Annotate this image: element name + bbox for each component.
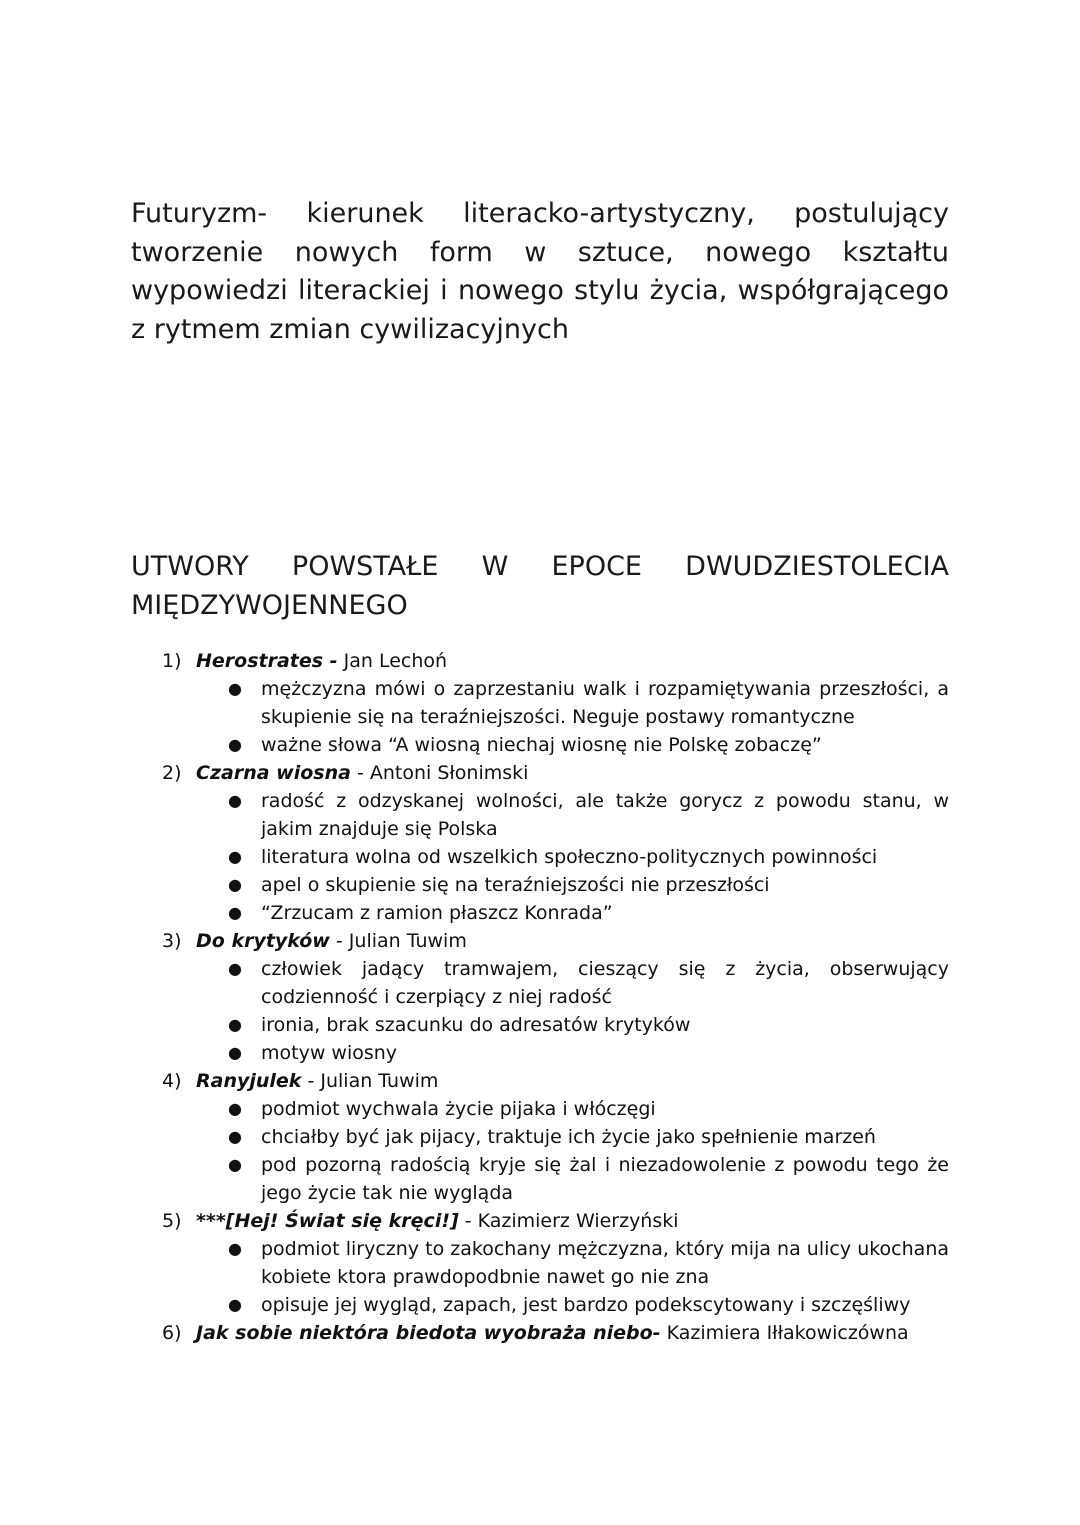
bullet-icon: ●	[228, 1043, 242, 1062]
work-points	[162, 955, 949, 1067]
works-list	[162, 647, 949, 1347]
bullet-icon: ●	[228, 679, 242, 698]
work-points	[162, 1095, 949, 1207]
bullet-text: radość z odzyskanej wolności, ale także gorycz z powodu stanu, w jakim znajduje się Polska	[261, 790, 949, 840]
definition-paragraph: Futuryzm- kierunek literacko-artystyczny, postulujący tworzenie nowych form w sztuce, nowego kształtu wypowiedzi literackiej i nowego stylu życia, współgrającego z rytmem zmian cywilizacyjnych	[131, 198, 949, 345]
bullet-text: opisuje jej wygląd, zapach, jest bardzo podekscytowany i szczęśliwy	[261, 1294, 911, 1316]
bullet-point	[228, 955, 949, 1011]
bullet-text: motyw wiosny	[261, 1042, 398, 1064]
bullet-icon: ●	[228, 903, 242, 922]
bullet-text: pod pozorną radością kryje się żal i niezadowolenie z powodu tego że jego życie tak nie wygląda	[261, 1154, 949, 1204]
work-item	[162, 927, 949, 1067]
bullet-point	[228, 1039, 949, 1067]
work-title: Do krytyków	[196, 930, 330, 952]
bullet-icon: ●	[228, 959, 242, 978]
bullet-text: “Zrzucam z ramion płaszcz Konrada”	[261, 902, 613, 924]
work-item	[162, 1067, 949, 1207]
work-author: - Julian Tuwim	[301, 1070, 439, 1092]
bullet-point	[228, 1095, 949, 1123]
bullet-text: chciałby być jak pijacy, traktuje ich życie jako spełnienie marzeń	[261, 1126, 876, 1148]
work-number: 6)	[162, 1322, 182, 1344]
work-author: - Julian Tuwim	[329, 930, 467, 952]
work-author: Jan Lechoń	[337, 650, 448, 672]
bullet-icon: ●	[228, 1015, 242, 1034]
section-heading: UTWORY POWSTAŁE W EPOCE DWUDZIESTOLECIA MIĘDZYWOJENNEGO	[131, 551, 949, 621]
bullet-point	[228, 1235, 949, 1291]
bullet-point	[228, 1151, 949, 1207]
bullet-icon: ●	[228, 1295, 242, 1314]
bullet-text: podmiot wychwala życie pijaka i włóczęgi	[261, 1098, 656, 1120]
bullet-icon: ●	[228, 847, 242, 866]
work-points	[162, 787, 949, 927]
work-number: 5)	[162, 1210, 182, 1232]
work-number: 4)	[162, 1070, 182, 1092]
bullet-point	[228, 871, 949, 899]
bullet-icon: ●	[228, 1127, 242, 1146]
work-item	[162, 647, 949, 759]
bullet-text: człowiek jadący tramwajem, cieszący się z życia, obserwujący codzienność i czerpiący z niej radość	[261, 958, 949, 1008]
work-heading	[162, 927, 949, 955]
work-heading	[162, 1207, 949, 1235]
bullet-point	[228, 1291, 949, 1319]
work-item	[162, 1207, 949, 1319]
bullet-point	[228, 787, 949, 843]
bullet-text: ważne słowa “A wiosną niechaj wiosnę nie Polskę zobaczę”	[261, 734, 822, 756]
work-title: Herostrates -	[196, 650, 338, 672]
work-number: 1)	[162, 650, 182, 672]
bullet-icon: ●	[228, 1099, 242, 1118]
bullet-point	[228, 843, 949, 871]
bullet-text: ironia, brak szacunku do adresatów krytyków	[261, 1014, 691, 1036]
work-author: - Kazimierz Wierzyński	[458, 1210, 679, 1232]
work-title: Ranyjulek	[196, 1070, 302, 1092]
bullet-icon: ●	[228, 1239, 242, 1258]
bullet-text: mężczyzna mówi o zaprzestaniu walk i rozpamiętywania przeszłości, a skupienie się na teraźniejszości. Neguje postawy romantyczne	[261, 678, 949, 728]
work-author: - Antoni Słonimski	[350, 762, 529, 784]
bullet-point	[228, 675, 949, 731]
bullet-text: literatura wolna od wszelkich społeczno-politycznych powinności	[261, 846, 878, 868]
work-number: 3)	[162, 930, 182, 952]
work-item	[162, 759, 949, 927]
bullet-point	[228, 1011, 949, 1039]
bullet-point	[228, 899, 949, 927]
bullet-text: apel o skupienie się na teraźniejszości nie przeszłości	[261, 874, 770, 896]
work-title: Czarna wiosna	[196, 762, 351, 784]
work-points	[162, 1235, 949, 1319]
bullet-icon: ●	[228, 1155, 242, 1174]
work-author: Kazimiera Iłłakowiczówna	[660, 1322, 909, 1344]
bullet-icon: ●	[228, 791, 242, 810]
work-heading	[162, 1067, 949, 1095]
work-title: Jak sobie niektóra biedota wyobraża niebo-	[196, 1322, 661, 1344]
work-item	[162, 1319, 949, 1347]
bullet-point	[228, 1123, 949, 1151]
work-number: 2)	[162, 762, 182, 784]
work-heading	[162, 759, 949, 787]
bullet-icon: ●	[228, 875, 242, 894]
work-heading	[162, 647, 949, 675]
work-title: ***[Hej! Świat się kręci!]	[196, 1210, 459, 1232]
bullet-text: podmiot liryczny to zakochany mężczyzna, który mija na ulicy ukochana kobiete ktora prawdopodbnie nawet go nie zna	[261, 1238, 949, 1288]
bullet-icon: ●	[228, 735, 242, 754]
work-points	[162, 675, 949, 759]
bullet-point	[228, 731, 949, 759]
work-heading	[162, 1319, 949, 1347]
